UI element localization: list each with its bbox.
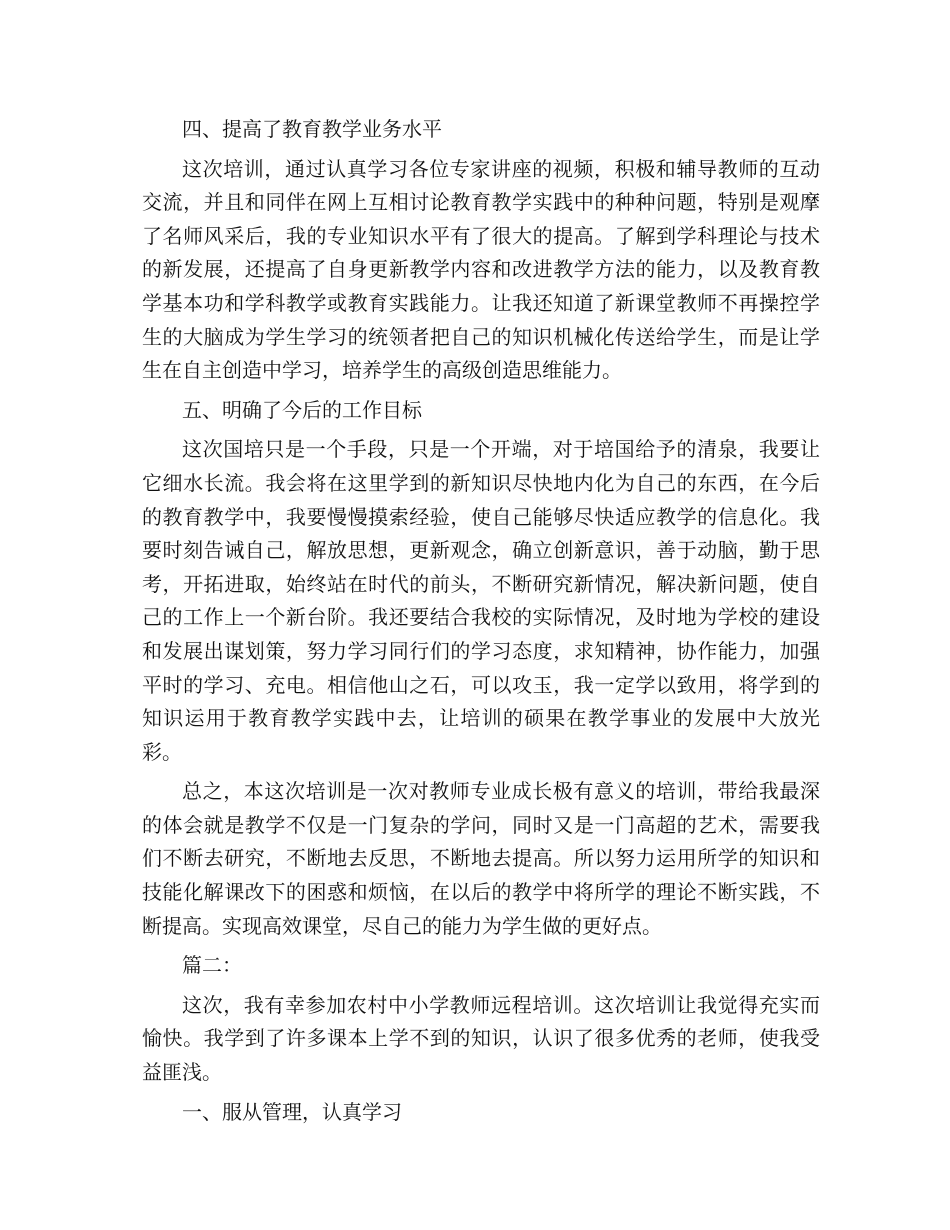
document-body bbox=[142, 113, 820, 1135]
paragraph-summary: 总之，本这次培训是一次对教师专业成长极有意义的培训，带给我最深的体会就是教学不仅是一门复杂的学问，同时又是一门高超的艺术，需要我们不断去研究，不断地去反思，不断地去提高。所以努力运用所学的知识和技能化解课改下的困惑和烦恼，在以后的教学中将所学的理论不断实践，不断提高。实现高效课堂，尽自己的能力为学生做的更好点。 bbox=[142, 779, 820, 938]
paragraph-future-goals: 这次国培只是一个手段，只是一个开端，对于培国给予的清泉，我要让它细水长流。我会将在这里学到的新知识尽快地内化为自己的东西，在今后的教育教学中，我要慢慢摸索经验，使自己能够尽快适应教学的信息化。我要时刻告诫自己，解放思想，更新观念，确立创新意识，善于动脑，勤于思考，开拓进取，始终站在时代的前头，不断研究新情况，解决新问题，使自己的工作上一个新台阶。我还要结合我校的实际情况，及时地为学校的建设和发展出谋划策，努力学习同行们的学习态度，求知精神，协作能力，加强平时的学习、充电。相信他山之石，可以攻玉，我一定学以致用，将学到的知识运用于教育教学实践中去，让培训的硕果在教学事业的发展中大放光彩。 bbox=[142, 437, 820, 764]
paragraph-part-two-intro: 这次，我有幸参加农村中小学教师远程培训。这次培训让我觉得充实而愉快。我学到了许多课本上学不到的知识，认识了很多优秀的老师，使我受益匪浅。 bbox=[142, 992, 820, 1085]
paragraph-improve-skills: 这次培训，通过认真学习各位专家讲座的视频，积极和辅导教师的互动交流，并且和同伴在网上互相讨论教育教学实践中的种种问题，特别是观摩了名师风采后，我的专业知识水平有了很大的提高。了解到学科理论与技术的新发展，还提高了自身更新教学内容和改进教学方法的能力，以及教育教学基本功和学科教学或教育实践能力。让我还知道了新课堂教师不再操控学生的大脑成为学生学习的统领者把自己的知识机械化传送给学生，而是让学生在自主创造中学习，培养学生的高级创造思维能力。 bbox=[142, 156, 820, 383]
part-two-heading: 篇二： bbox=[182, 953, 242, 978]
section-heading-4: 四、提高了教育教学业务水平 bbox=[182, 117, 442, 141]
section-heading-5: 五、明确了今后的工作目标 bbox=[182, 397, 422, 422]
section-heading-1: 一、服从管理，认真学习 bbox=[182, 1099, 402, 1124]
